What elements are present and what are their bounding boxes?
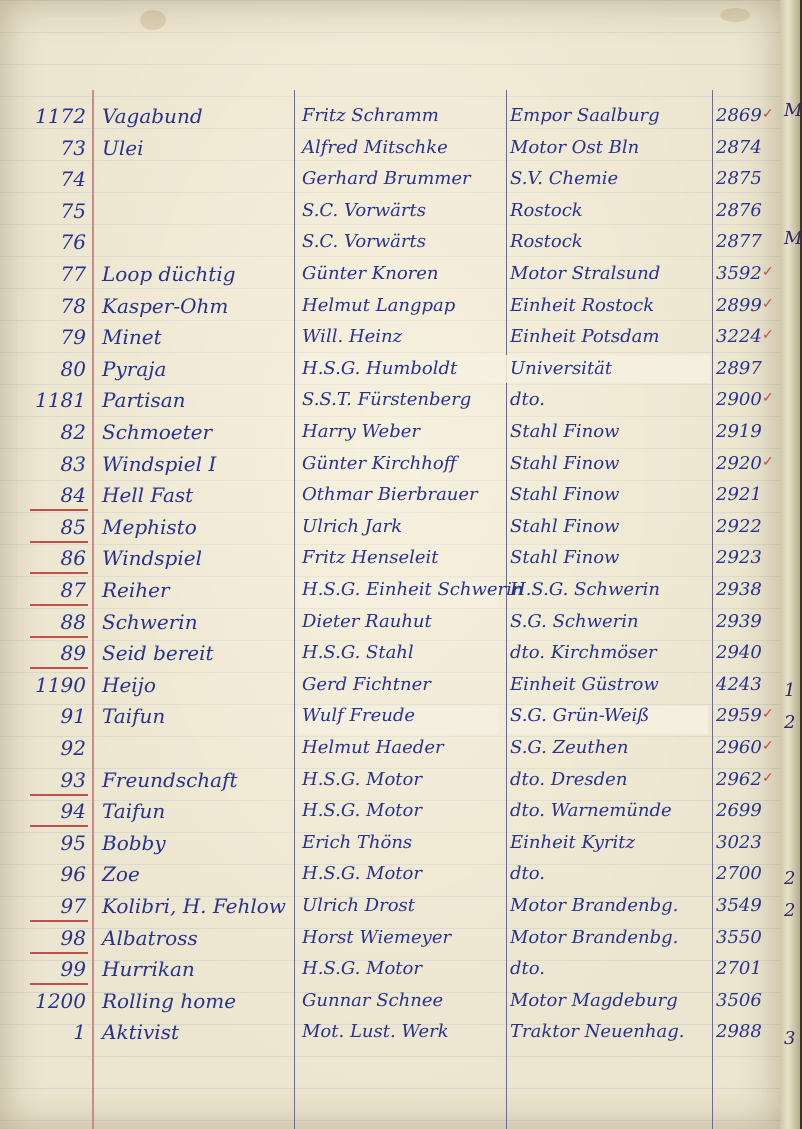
entry-number: 95: [60, 830, 86, 855]
boat-name: Taifun: [102, 799, 166, 824]
margin-note: 3: [784, 1028, 796, 1049]
ledger-row: [0, 732, 780, 764]
entry-number: 1200: [35, 988, 86, 1013]
boat-name: Rolling home: [102, 988, 237, 1013]
entry-number: 75: [60, 198, 86, 223]
owner-name: Fritz Henseleit: [302, 547, 439, 569]
registration-number: 3550: [716, 926, 762, 948]
owner-name: Günter Kirchhoff: [302, 452, 457, 474]
owner-name: Gerhard Brummer: [302, 168, 471, 190]
registration-number: 4243: [716, 673, 762, 695]
ledger-row: [0, 1016, 780, 1048]
owner-name: Ulrich Drost: [302, 895, 416, 916]
boat-name: Taifun: [102, 704, 166, 729]
registration-number: 2921: [716, 484, 762, 506]
entry-number: 77: [60, 262, 86, 286]
registration-number: 2699: [716, 800, 762, 822]
ledger-row: [0, 669, 780, 701]
owner-name: Ulrich Jark: [302, 515, 403, 537]
owner-name: H.S.G. Stahl: [302, 642, 414, 664]
ledger-row: [0, 858, 780, 890]
club-name: S.G. Schwerin: [510, 610, 639, 632]
owner-name: Wulf Freude: [302, 705, 416, 727]
entry-number: 79: [60, 325, 86, 350]
club-name: dto.: [510, 863, 545, 885]
owner-name: Will. Heinz: [302, 326, 403, 348]
owner-name: S.S.T. Fürstenberg: [302, 389, 472, 411]
entry-number: 84: [60, 483, 86, 508]
boat-name: [102, 195, 290, 227]
check-mark-icon: ✓: [762, 106, 774, 122]
club-name: Stahl Finow: [510, 421, 620, 442]
ledger-row: [0, 258, 780, 290]
boat-name: Loop düchtig: [102, 262, 236, 286]
margin-note: 2: [784, 900, 796, 921]
ledger-row: [0, 922, 780, 954]
ledger-row: [0, 890, 780, 922]
club-name: Stahl Finow: [510, 452, 620, 474]
owner-name: Helmut Haeder: [302, 737, 444, 758]
club-name: Einheit Güstrow: [510, 673, 659, 695]
entry-number: 1181: [35, 388, 86, 413]
club-name: S.V. Chemie: [510, 168, 619, 190]
ledger-row: [0, 353, 780, 385]
entry-number: 91: [60, 704, 86, 729]
registration-number: 2900: [716, 389, 762, 411]
entry-number: 76: [60, 230, 86, 255]
entry-number: 96: [60, 862, 86, 887]
club-name: dto. Kirchmöser: [510, 642, 657, 664]
check-mark-icon: ✓: [762, 295, 774, 312]
boat-name: Partisan: [102, 388, 186, 413]
entry-number: 82: [60, 420, 86, 444]
ledger-row: [0, 764, 780, 796]
ledger-row: [0, 226, 780, 258]
entry-number: 1172: [35, 104, 86, 128]
registration-number: 2959: [716, 705, 762, 727]
boat-name: Zoe: [102, 862, 140, 887]
check-mark-icon: ✓: [762, 264, 774, 280]
club-name: Motor Brandenbg.: [510, 895, 679, 916]
registration-number: 2700: [716, 863, 762, 885]
ledger-row: [0, 606, 780, 638]
club-name: Universität: [510, 357, 613, 379]
ink-stain: [140, 10, 166, 30]
entry-number: 99: [60, 957, 86, 982]
registration-number: 3023: [716, 831, 762, 853]
check-mark-icon: ✓: [762, 453, 774, 470]
registration-number: 2874: [716, 136, 762, 158]
club-name: dto.: [510, 389, 545, 411]
check-mark-icon: ✓: [762, 769, 774, 786]
registration-number: 3549: [716, 895, 762, 916]
entry-number: 78: [60, 293, 86, 318]
owner-name: S.C. Vorwärts: [302, 199, 426, 221]
registration-number: 2876: [716, 199, 762, 221]
registration-number: 2988: [716, 1021, 762, 1043]
club-name: Einheit Kyritz: [510, 831, 635, 853]
ledger-row: [0, 511, 780, 543]
entry-number: 98: [60, 925, 86, 950]
entry-number: 80: [60, 356, 86, 381]
boat-name: Reiher: [102, 578, 170, 602]
registration-number: 2919: [716, 421, 762, 442]
ink-stain: [720, 8, 750, 22]
margin-note: 1: [784, 680, 796, 701]
owner-name: Harry Weber: [302, 421, 420, 442]
ledger-row: [0, 985, 780, 1017]
registration-number: 2960: [716, 737, 762, 758]
entry-number: 97: [60, 894, 86, 918]
owner-name: Erich Thöns: [302, 831, 413, 853]
entry-number: 92: [60, 736, 86, 760]
check-mark-icon: ✓: [762, 390, 774, 407]
entry-number: 86: [60, 546, 86, 571]
boat-name: Minet: [102, 325, 162, 350]
ledger-row: [0, 479, 780, 511]
ledger-row: [0, 132, 780, 164]
entry-number: 1: [73, 1020, 86, 1045]
entry-number: 1190: [35, 672, 86, 697]
entry-number: 94: [60, 799, 86, 824]
boat-name: Pyraja: [102, 356, 167, 381]
ledger-row: [0, 321, 780, 353]
owner-name: Alfred Mitschke: [302, 136, 448, 158]
boat-name: Hurrikan: [102, 957, 195, 982]
owner-name: H.S.G. Humboldt: [302, 357, 458, 379]
check-mark-icon: ✓: [762, 738, 774, 754]
entry-number: 73: [60, 135, 86, 160]
registration-number: 2938: [716, 579, 762, 600]
club-name: Empor Saalburg: [510, 105, 660, 126]
owner-name: H.S.G. Motor: [302, 958, 422, 980]
ledger-row: [0, 384, 780, 416]
club-name: Stahl Finow: [510, 484, 620, 506]
registration-number: 3224: [716, 326, 762, 348]
boat-name: Windspiel I: [102, 451, 217, 476]
owner-name: Fritz Schramm: [302, 105, 439, 126]
club-name: dto. Warnemünde: [510, 800, 672, 822]
club-name: Motor Magdeburg: [510, 989, 678, 1011]
entry-number: 89: [60, 641, 86, 666]
boat-name: Vagabund: [102, 104, 203, 128]
club-name: Motor Brandenbg.: [510, 926, 679, 948]
registration-number: 2923: [716, 547, 762, 569]
entry-number: 83: [60, 451, 86, 476]
owner-name: Helmut Langpap: [302, 294, 456, 316]
club-name: S.G. Grün-Weiß: [510, 705, 650, 727]
ledger-row: [0, 827, 780, 859]
owner-name: Dieter Rauhut: [302, 610, 432, 632]
registration-number: 2877: [716, 231, 762, 253]
club-name: Rostock: [510, 199, 583, 221]
margin-note: M: [784, 100, 802, 121]
entry-number: 74: [60, 167, 86, 192]
registration-number: 3506: [716, 989, 762, 1011]
club-name: Motor Stralsund: [510, 263, 661, 284]
boat-name: [102, 226, 290, 258]
owner-name: Günter Knoren: [302, 263, 439, 284]
ledger-row: [0, 795, 780, 827]
boat-name: Seid bereit: [102, 641, 214, 666]
owner-name: Mot. Lust. Werk: [302, 1021, 449, 1043]
club-name: dto. Dresden: [510, 768, 628, 790]
boat-name: Schwerin: [102, 609, 198, 634]
ledger-row: [0, 574, 780, 606]
boat-name: Bobby: [102, 830, 166, 855]
ledger-row: [0, 195, 780, 227]
boat-name: Freundschaft: [102, 767, 238, 792]
boat-name: Mephisto: [102, 514, 197, 539]
boat-name: Windspiel: [102, 546, 202, 571]
registration-number: 2920: [716, 452, 762, 474]
boat-name: Ulei: [102, 135, 144, 160]
boat-name: Albatross: [102, 925, 198, 950]
registration-number: 2940: [716, 642, 762, 664]
registration-number: 3592: [716, 263, 762, 284]
page-edge: [780, 0, 800, 1129]
owner-name: Gunnar Schnee: [302, 989, 444, 1011]
club-name: Stahl Finow: [510, 515, 620, 537]
ledger-row: [0, 448, 780, 480]
owner-name: Horst Wiemeyer: [302, 926, 452, 948]
entry-number: 87: [60, 578, 86, 602]
entry-number: 85: [60, 514, 86, 539]
check-mark-icon: ✓: [762, 327, 774, 344]
club-name: Motor Ost Bln: [510, 136, 640, 158]
check-mark-icon: ✓: [762, 706, 774, 723]
owner-name: S.C. Vorwärts: [302, 231, 426, 253]
registration-number: 2701: [716, 958, 762, 980]
registration-number: 2875: [716, 168, 762, 190]
boat-name: Kasper-Ohm: [102, 293, 229, 318]
boat-name: [102, 732, 290, 764]
club-name: S.G. Zeuthen: [510, 737, 629, 758]
club-name: Traktor Neuenhag.: [510, 1021, 685, 1043]
boat-name: Heijo: [102, 672, 156, 697]
registration-number: 2922: [716, 515, 762, 537]
boat-name: Aktivist: [102, 1020, 179, 1045]
boat-name: Hell Fast: [102, 483, 194, 508]
club-name: dto.: [510, 958, 545, 980]
ledger-row: [0, 637, 780, 669]
boat-name: Schmoeter: [102, 420, 213, 444]
ledger-row: [0, 163, 780, 195]
registration-number: 2897: [716, 357, 762, 379]
ledger-row: [0, 416, 780, 448]
entry-number: 93: [60, 767, 86, 792]
owner-name: H.S.G. Einheit Schwerin: [302, 579, 524, 600]
ledger-row: [0, 953, 780, 985]
club-name: Stahl Finow: [510, 547, 620, 569]
registration-number: 2869: [716, 105, 762, 126]
ledger-row: [0, 542, 780, 574]
club-name: Rostock: [510, 231, 583, 253]
owner-name: H.S.G. Motor: [302, 800, 422, 822]
registration-number: 2939: [716, 610, 762, 632]
ledger-row: [0, 700, 780, 732]
margin-note: 2: [784, 868, 796, 889]
registration-number: 2962: [716, 768, 762, 790]
boat-name: [102, 163, 290, 195]
entry-number: 88: [60, 609, 86, 634]
club-name: H.S.G. Schwerin: [510, 579, 661, 600]
margin-note: M: [784, 228, 802, 249]
ledger-row: [0, 100, 780, 132]
club-name: Einheit Rostock: [510, 294, 655, 316]
owner-name: H.S.G. Motor: [302, 768, 422, 790]
owner-name: Gerd Fichtner: [302, 673, 431, 695]
boat-name: Kolibri, H. Fehlow: [102, 894, 286, 918]
registration-number: 2899: [716, 294, 762, 316]
margin-note: 2: [784, 712, 796, 733]
owner-name: H.S.G. Motor: [302, 863, 422, 885]
owner-name: Othmar Bierbrauer: [302, 484, 478, 506]
ledger-row: [0, 290, 780, 322]
club-name: Einheit Potsdam: [510, 326, 660, 348]
